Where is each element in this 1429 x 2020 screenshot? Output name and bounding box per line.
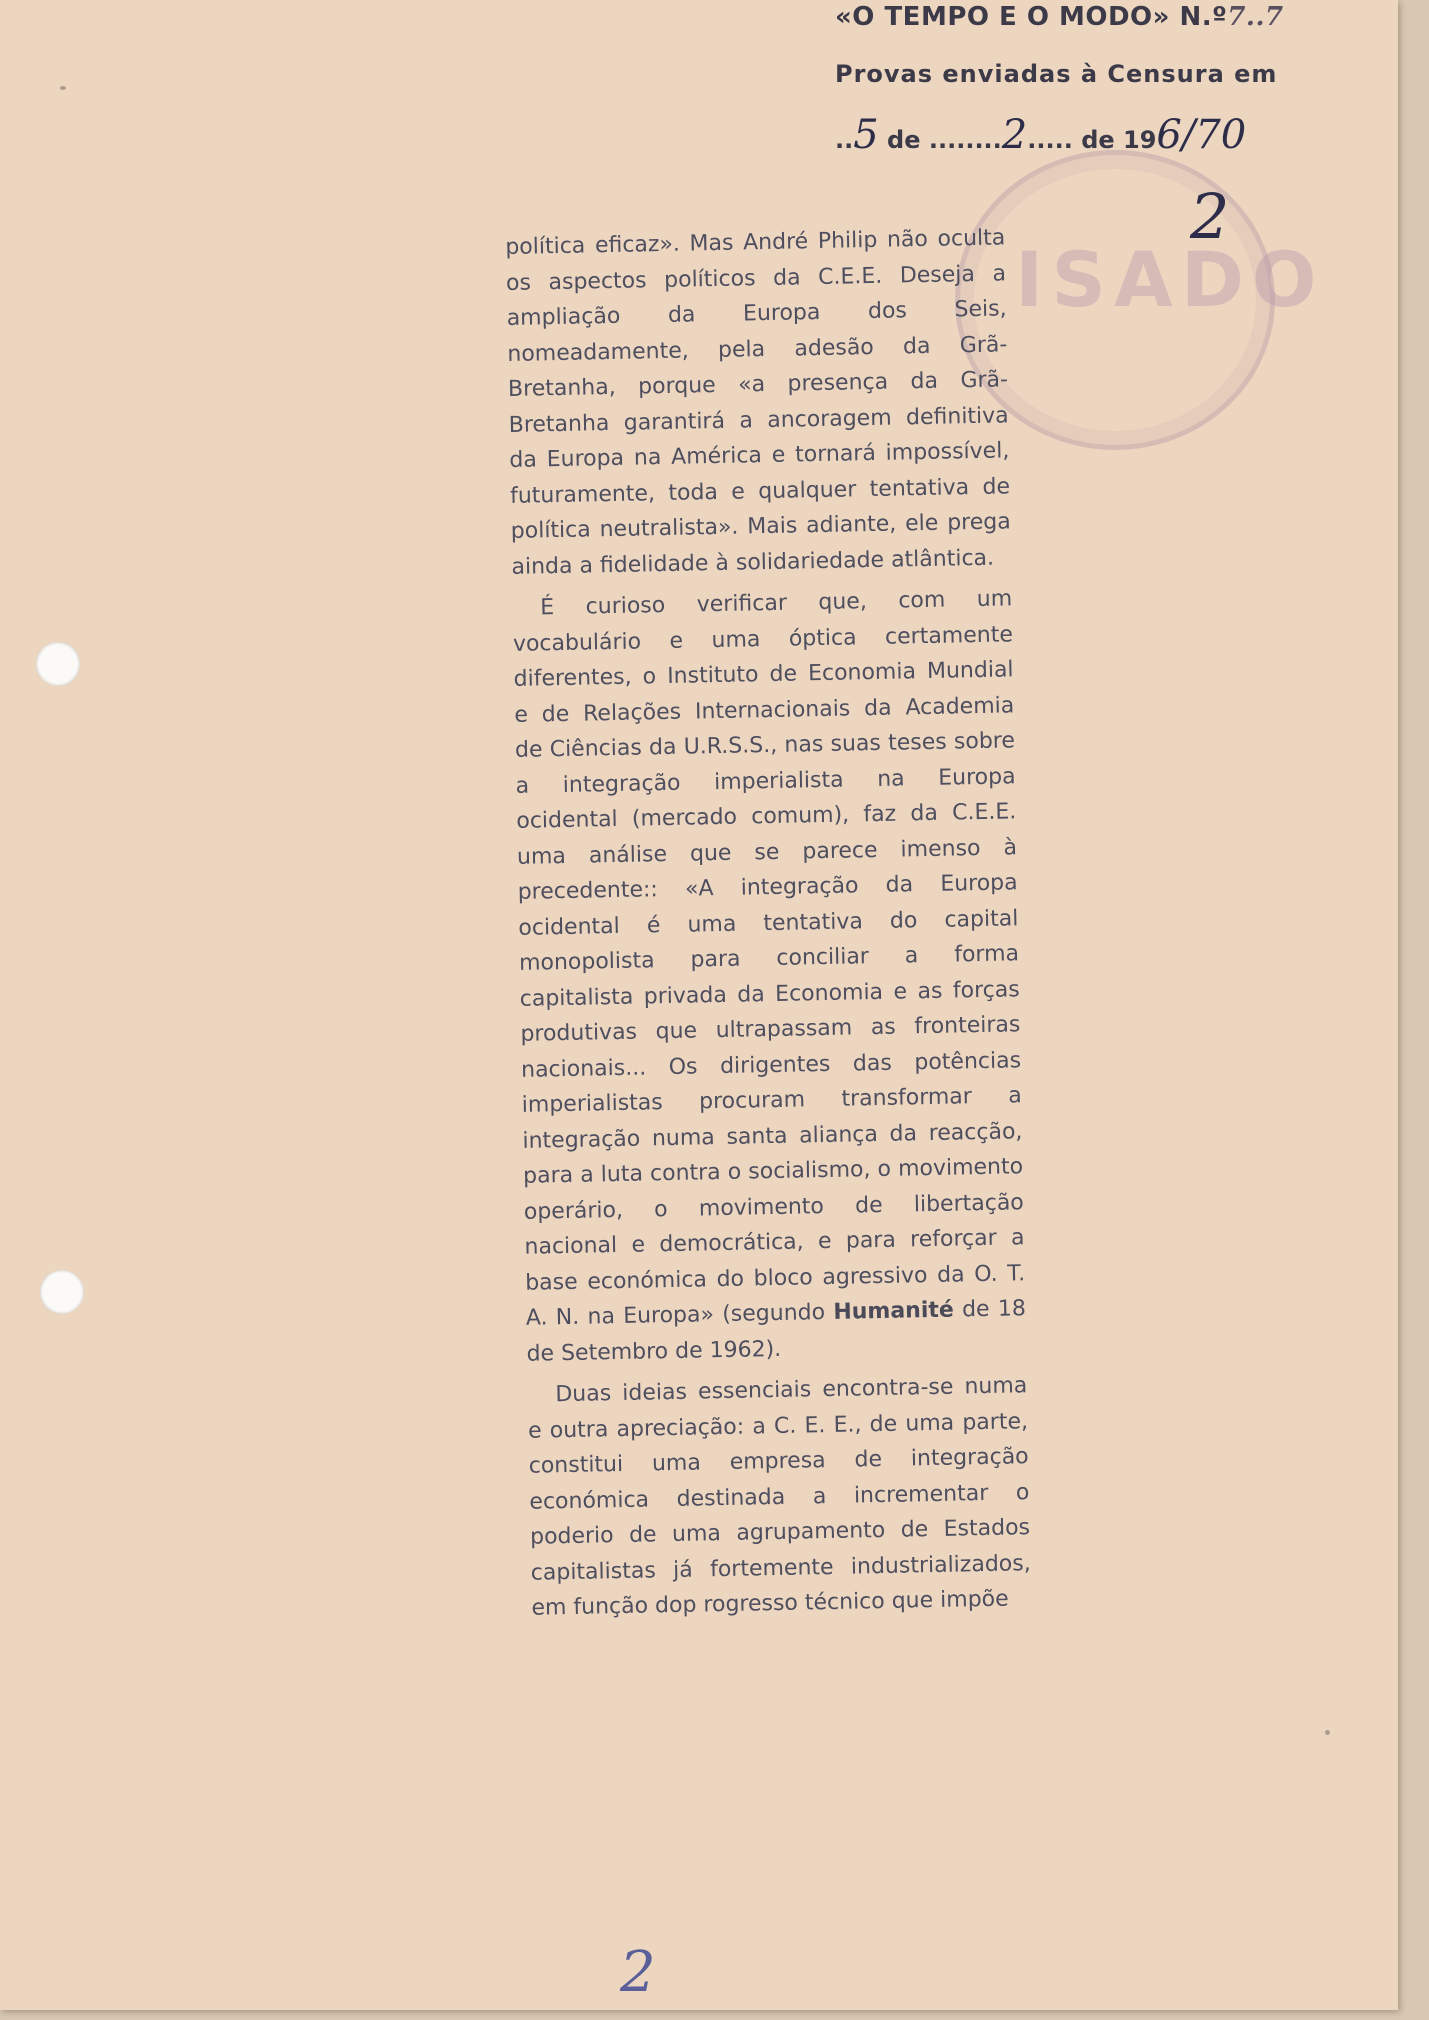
page-number: 2 bbox=[620, 1940, 656, 2005]
date-day: 5 bbox=[853, 112, 879, 158]
paragraph-1: política eficaz». Mas André Philip não oculta os aspectos políticos da C.E.E. Deseja a ampliação da Europa dos Seis, nomeadamente, pela adesão da Grã-Bretanha, porque «a presença da Grã-Bretanha garantirá a ancoragem definitiva da Europa na América e tornará impossível, futuramente, toda e qualquer tentativa de política neutralista». Mais adiante, ele prega ainda a fidelidade à solidariedade atlântica. bbox=[505, 225, 1011, 580]
paragraph-2-text: É curioso verificar que, com um vocabulário e uma óptica certamente diferentes, o Instituto de Economia Mundial e de Relações Internacionais da Academia de Ciências da U.R.S.S., nas suas teses sobre a integração imperialista na Europa ocidental (mercado comum), faz da C.E.E. uma análise que se parece imenso à precedente:: «A integração da Europa ocidental é uma tentativa do capital monopolista para conciliar a forma capitalista privada da Economia e as forças produtivas que ultrapassam as fronteiras nacionais... Os dirigentes das potências imperialistas procuram transformar a integração numa santa aliança da reacção, para a luta contra o socialismo, o movimento operário, o movimento de libertação nacional e democrática, e para reforçar a base económica do bloco agressivo da O. T. A. N. na Europa» (segundo bbox=[512, 586, 1026, 1331]
paragraph-3: Duas ideias essenciais encontra-se numa e outra apreciação: a C. E. E., de uma parte, constitui uma empresa de integração económica destinada a incrementar o poderio de uma agrupamento de Estados capitalistas já fortemente industrializados, em função dop rogresso técnico que impõe bbox=[527, 1373, 1031, 1621]
date-year: 6/70 bbox=[1156, 112, 1247, 158]
handwritten-page-mark: 2 bbox=[1190, 180, 1230, 253]
publication-title-text: «O TEMPO E O MODO» N.º bbox=[835, 2, 1228, 32]
date-prefix: .. bbox=[835, 126, 854, 154]
stamp-word: ISADO bbox=[1015, 235, 1325, 324]
date-separator: ..... de 19 bbox=[1027, 126, 1157, 154]
humanite-reference: Humanité bbox=[833, 1297, 955, 1325]
issue-number: 7..7 bbox=[1227, 2, 1284, 32]
date-month: 2 bbox=[1001, 112, 1028, 158]
paragraph-2 bbox=[512, 581, 1027, 1371]
publication-title bbox=[835, 2, 1284, 32]
paper-speck bbox=[60, 86, 66, 90]
paragraph-2-tail: de 18 de Setembro de 1962). bbox=[526, 1296, 1027, 1367]
punch-hole-top bbox=[36, 642, 80, 686]
paper-speck bbox=[1325, 1730, 1330, 1735]
date-separator: de ........ bbox=[878, 126, 1002, 154]
submission-date bbox=[835, 112, 1246, 158]
punch-hole-bottom bbox=[40, 1270, 84, 1314]
censorship-line: Provas enviadas à Censura em bbox=[835, 60, 1278, 88]
article-body bbox=[505, 220, 1032, 1626]
